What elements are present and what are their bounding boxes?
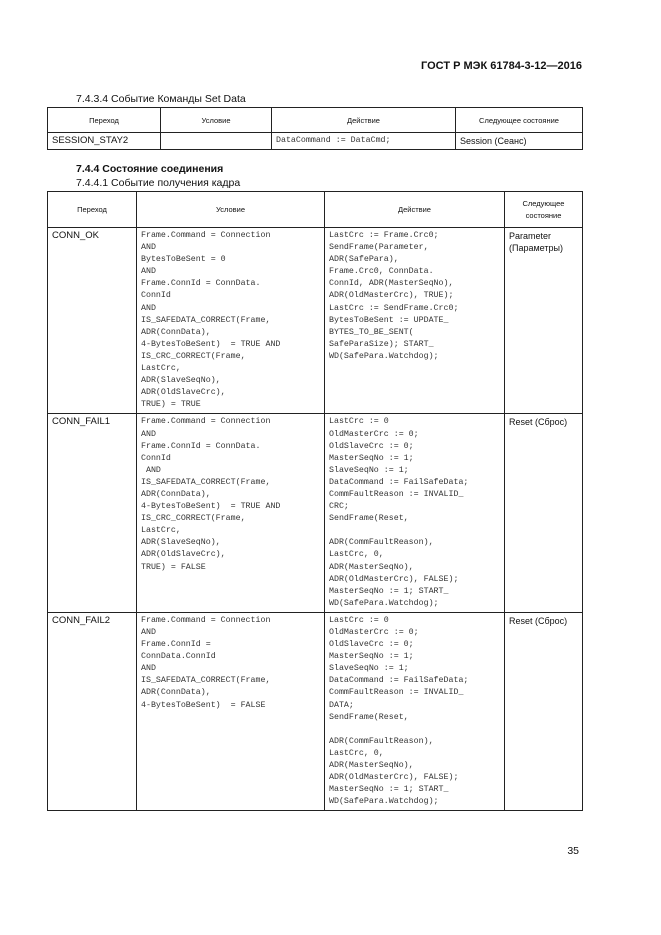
transition-name: CONN_FAIL1 [48, 414, 137, 613]
col-header-condition: Условие [161, 108, 272, 133]
next-state-cell: Parameter (Параметры) [505, 228, 583, 414]
condition-cell [161, 133, 272, 150]
table-row [48, 228, 583, 414]
condition-cell: Frame.Command = Connection AND Frame.ConnId = ConnData. ConnId AND IS_SAFEDATA_CORRECT(Frame, ADR(ConnData), 4-BytesToBeSent) = TRUE AND IS_CRC_CORRECT(Frame, LastCrc, ADR(SlaveSeqNo), ADR(OldSlaveCrc), TRUE) = FALSE [137, 414, 325, 613]
next-state-cell: Reset (Сброс) [505, 414, 583, 613]
col-header-action: Действие [325, 192, 505, 228]
condition-cell: Frame.Command = Connection AND Frame.ConnId = ConnData.ConnId AND IS_SAFEDATA_CORRECT(Frame, ADR(ConnData), 4-BytesToBeSent) = FALSE [137, 612, 325, 811]
page-number: 35 [567, 845, 579, 857]
col-header-transition: Переход [48, 108, 161, 133]
table-row [48, 133, 583, 150]
table-row [48, 612, 583, 811]
action-cell: LastCrc := 0 OldMasterCrc := 0; OldSlaveCrc := 0; MasterSeqNo := 1; SlaveSeqNo := 1; DataCommand := FailSafeData; CommFaultReason := INVALID_ DATA; SendFrame(Reset, ADR(CommFaultReason), LastCrc, 0, ADR(MasterSeqNo), ADR(OldMasterCrc), FALSE); MasterSeqNo := 1; START_ WD(SafePara.Watchdog); [325, 612, 505, 811]
condition-cell: Frame.Command = Connection AND BytesToBeSent = 0 AND Frame.ConnId = ConnData. ConnId AND IS_SAFEDATA_CORRECT(Frame, ADR(ConnData), 4-BytesToBeSent) = TRUE AND IS_CRC_CORRECT(Frame, LastCrc, ADR(SlaveSeqNo), ADR(OldSlaveCrc), TRUE) = TRUE [137, 228, 325, 414]
col-header-transition: Переход [48, 192, 137, 228]
table-row [48, 414, 583, 613]
transition-name: SESSION_STAY2 [48, 133, 161, 150]
section-title-connection-state: 7.4.4 Состояние соединения [76, 163, 224, 175]
col-header-action: Действие [272, 108, 456, 133]
col-header-condition: Условие [137, 192, 325, 228]
frame-received-table [47, 191, 583, 811]
subsection-title-frame-received: 7.4.4.1 Событие получения кадра [76, 177, 241, 189]
document-header: ГОСТ Р МЭК 61784-3-12—2016 [421, 60, 582, 72]
transition-name: CONN_FAIL2 [48, 612, 137, 811]
action-cell: LastCrc := Frame.Crc0; SendFrame(Parameter, ADR(SafePara), Frame.Crc0, ConnData. ConnId, ADR(MasterSeqNo), ADR(OldMasterCrc), TRUE); LastCrc := SendFrame.Crc0; BytesToBeSent := UPDATE_ BYTES_TO_BE_SENT( SafeParaSize); START_ WD(SafePara.Watchdog); [325, 228, 505, 414]
section-title-set-data: 7.4.3.4 Событие Команды Set Data [76, 93, 246, 105]
col-header-next-state: Следующее состояние [505, 192, 583, 228]
next-state-cell: Session (Сеанс) [456, 133, 583, 150]
set-data-table [47, 107, 583, 150]
next-state-cell: Reset (Сброс) [505, 612, 583, 811]
transition-name: CONN_OK [48, 228, 137, 414]
action-cell: DataCommand := DataCmd; [272, 133, 456, 150]
col-header-next-state: Следующее состояние [456, 108, 583, 133]
action-cell: LastCrc := 0 OldMasterCrc := 0; OldSlaveCrc := 0; MasterSeqNo := 1; SlaveSeqNo := 1; DataCommand := FailSafeData; CommFaultReason := INVALID_ CRC; SendFrame(Reset, ADR(CommFaultReason), LastCrc, 0, ADR(MasterSeqNo), ADR(OldMasterCrc), FALSE); MasterSeqNo := 1; START_ WD(SafePara.Watchdog); [325, 414, 505, 613]
